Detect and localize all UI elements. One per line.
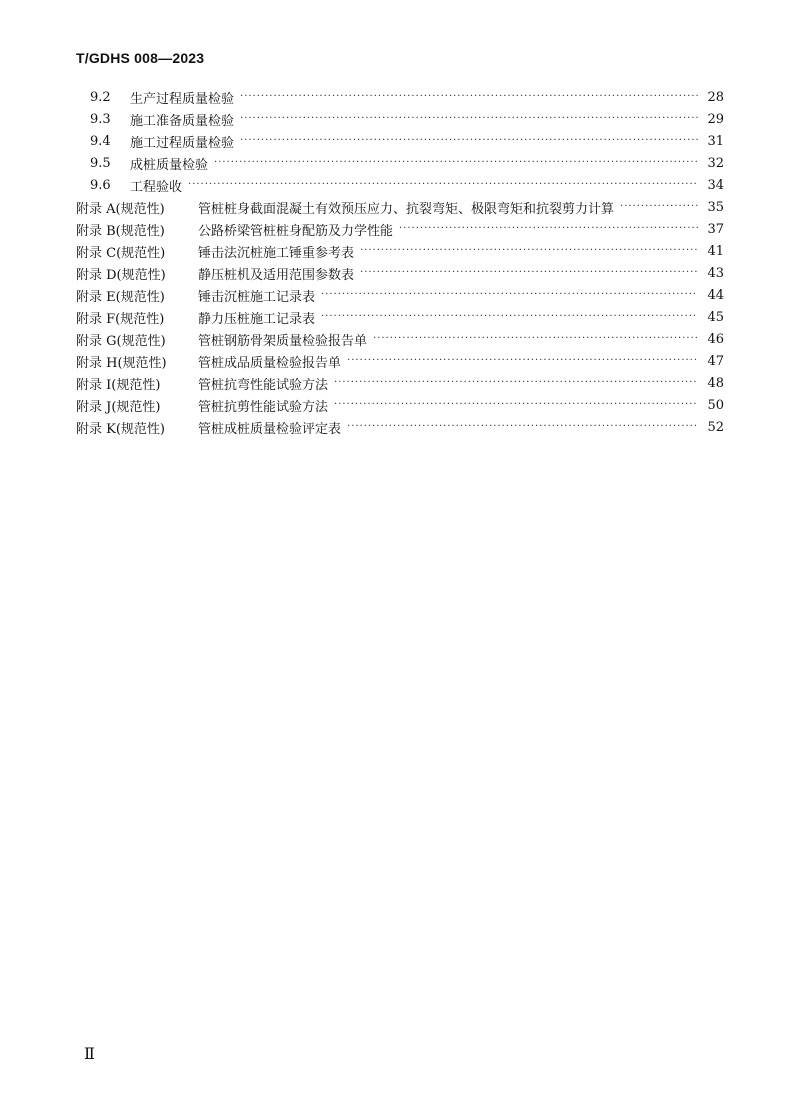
page-number: 48 bbox=[707, 375, 724, 391]
page-number: 34 bbox=[707, 177, 724, 193]
toc-entry[interactable] bbox=[76, 372, 724, 394]
entry-title: 管桩成品质量检验报告单 bbox=[198, 355, 342, 371]
entry-title: 管桩钢筋骨架质量检验报告单 bbox=[198, 333, 368, 349]
appendix-label: 附录 J(规范性) bbox=[76, 399, 161, 415]
dot-leader bbox=[373, 328, 698, 350]
page-number: 52 bbox=[707, 419, 724, 435]
dot-leader bbox=[321, 284, 698, 306]
dot-leader bbox=[620, 196, 698, 218]
appendix-label: 附录 K(规范性) bbox=[76, 421, 165, 437]
page-number: 50 bbox=[707, 397, 724, 413]
document-code: T/GDHS 008—2023 bbox=[76, 50, 205, 66]
dot-leader bbox=[347, 350, 698, 372]
dot-leader bbox=[334, 372, 698, 394]
entry-title: 锤击沉桩施工记录表 bbox=[198, 289, 316, 305]
entry-title: 管桩桩身截面混凝土有效预压应力、抗裂弯矩、极限弯矩和抗裂剪力计算 bbox=[198, 201, 615, 217]
appendix-label: 附录 B(规范性) bbox=[76, 223, 165, 239]
page-number: 47 bbox=[707, 353, 724, 369]
dot-leader bbox=[240, 108, 698, 130]
page-roman-numeral: Ⅱ bbox=[84, 1044, 95, 1063]
dot-leader bbox=[214, 152, 698, 174]
entry-title: 成桩质量检验 bbox=[130, 157, 209, 173]
appendix-label: 附录 G(规范性) bbox=[76, 333, 166, 349]
toc-entry[interactable] bbox=[76, 306, 724, 328]
section-number: 9.3 bbox=[90, 111, 111, 127]
toc-entry[interactable] bbox=[76, 218, 724, 240]
entry-title: 管桩成桩质量检验评定表 bbox=[198, 421, 342, 437]
dot-leader bbox=[240, 86, 698, 108]
dot-leader bbox=[240, 130, 698, 152]
toc-entry[interactable] bbox=[90, 130, 724, 152]
page-number: 43 bbox=[707, 265, 724, 281]
dot-leader bbox=[360, 240, 698, 262]
dot-leader bbox=[321, 306, 698, 328]
page-number: 46 bbox=[707, 331, 724, 347]
toc-entry[interactable] bbox=[90, 108, 724, 130]
entry-title: 锤击法沉桩施工锤重参考表 bbox=[198, 245, 355, 261]
page-number: 31 bbox=[707, 133, 724, 149]
toc-entry[interactable] bbox=[76, 394, 724, 416]
page-number: 37 bbox=[707, 221, 724, 237]
entry-title: 生产过程质量检验 bbox=[130, 91, 235, 107]
section-number: 9.6 bbox=[90, 177, 111, 193]
dot-leader bbox=[334, 394, 698, 416]
appendix-label: 附录 E(规范性) bbox=[76, 289, 165, 305]
appendix-label: 附录 F(规范性) bbox=[76, 311, 165, 327]
appendix-label: 附录 D(规范性) bbox=[76, 267, 166, 283]
entry-title: 工程验收 bbox=[130, 179, 183, 195]
toc-entry[interactable] bbox=[76, 328, 724, 350]
page-number: 28 bbox=[707, 89, 724, 105]
section-number: 9.2 bbox=[90, 89, 111, 105]
page-number: 45 bbox=[707, 309, 724, 325]
page-number: 35 bbox=[707, 199, 724, 215]
toc-entry[interactable] bbox=[76, 416, 724, 438]
toc-entry[interactable] bbox=[76, 196, 724, 218]
entry-title: 公路桥梁管桩桩身配筋及力学性能 bbox=[198, 223, 394, 239]
page-number: 32 bbox=[707, 155, 724, 171]
section-number: 9.5 bbox=[90, 155, 111, 171]
toc-entry[interactable] bbox=[90, 86, 724, 108]
entry-title: 静压桩机及适用范围参数表 bbox=[198, 267, 355, 283]
section-number: 9.4 bbox=[90, 133, 111, 149]
dot-leader bbox=[347, 416, 698, 438]
toc-entry[interactable] bbox=[76, 350, 724, 372]
toc-entry[interactable] bbox=[76, 240, 724, 262]
toc-entry[interactable] bbox=[76, 284, 724, 306]
entry-title: 静力压桩施工记录表 bbox=[198, 311, 316, 327]
page-number: 29 bbox=[707, 111, 724, 127]
appendix-label: 附录 H(规范性) bbox=[76, 355, 167, 371]
dot-leader bbox=[360, 262, 698, 284]
entry-title: 施工过程质量检验 bbox=[130, 135, 235, 151]
page-number: 44 bbox=[707, 287, 724, 303]
appendix-label: 附录 A(规范性) bbox=[76, 201, 165, 217]
dot-leader bbox=[399, 218, 698, 240]
toc-entry[interactable] bbox=[76, 262, 724, 284]
entry-title: 管桩抗剪性能试验方法 bbox=[198, 399, 329, 415]
toc-entry[interactable] bbox=[90, 152, 724, 174]
entry-title: 管桩抗弯性能试验方法 bbox=[198, 377, 329, 393]
appendix-label: 附录 C(规范性) bbox=[76, 245, 166, 261]
toc-entry[interactable] bbox=[90, 174, 724, 196]
appendix-label: 附录 I(规范性) bbox=[76, 377, 161, 393]
page-number: 41 bbox=[707, 243, 724, 259]
entry-title: 施工准备质量检验 bbox=[130, 113, 235, 129]
dot-leader bbox=[188, 174, 698, 196]
